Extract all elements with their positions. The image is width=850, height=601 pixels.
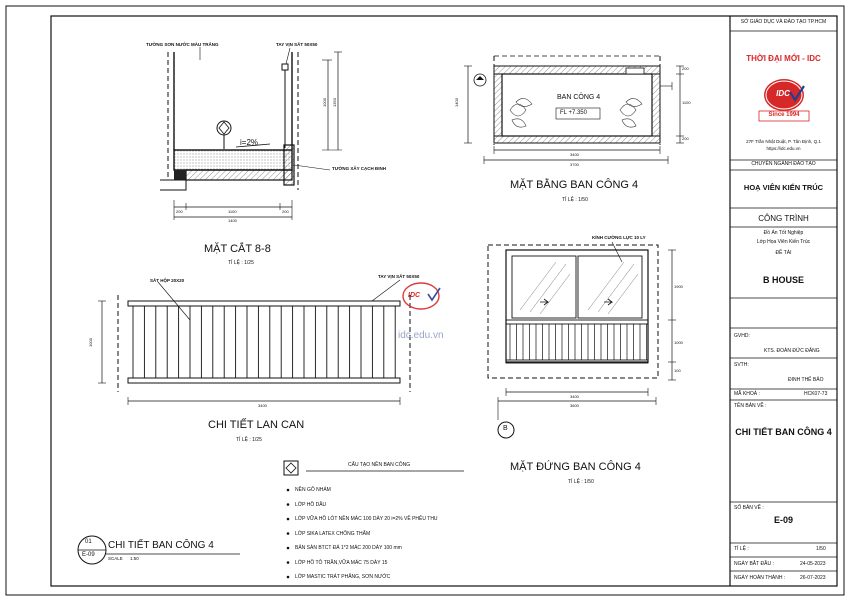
tb-start-label: NGÀY BẮT ĐẦU : [734,561,774,567]
title-block [730,16,837,586]
title-section-88: MẶT CẮT 8-8 [204,243,271,255]
tb-drawing-name: CHI TIẾT BAN CÔNG 4 [735,427,832,437]
layer-item: BẢN SÀN BTCT ĐÁ 1*2 MÁC 200 DÀY 100 mm [295,545,402,551]
tb-major: HOẠ VIÊN KIẾN TRÚC [743,183,824,192]
dim-section-1100: 1100 [228,209,237,214]
dim-railing-total: 3400 [258,403,267,408]
layer-marker [287,518,290,521]
dim-plan-inner: 3400 [570,152,579,157]
dim-section-200-right: 200 [282,209,289,214]
title-elevation: MẶT ĐỨNG BAN CÔNG 4 [510,461,641,473]
tb-logo-text: IDC [776,89,790,98]
dim-section-total: 1400 [228,218,237,223]
dim-railing-left: 1000 [87,338,93,347]
note-slope: i=2% [240,138,259,147]
dim-plan-right-2: 1100 [682,100,691,105]
dim-elev-right-1: 1900 [674,284,683,289]
dim-section-left: 1000 [321,98,327,107]
tb-website[interactable]: https://idc.edu.vn [766,146,801,151]
layer-marker [287,489,290,492]
watermark-text: idc.edu.vn [398,330,444,341]
railing-detail [98,280,410,405]
tb-brand: THỜI ĐẠI MỚI - IDC [746,54,821,63]
layer-item: LỚP MASTIC TRÁT PHẲNG, SƠN NƯỚC [295,574,391,580]
dim-plan-right-1: 200 [682,66,689,71]
note-rail-section: TAY VỊN SẮT 50X50 [276,42,318,47]
scale-railing: TỈ LỆ : 1/25 [236,437,262,443]
tb-svth: ĐINH THẾ BẢO [788,377,824,383]
tb-gvhd-label: GVHD: [734,333,750,339]
scale-elevation: TỈ LỆ : 1/50 [568,479,594,485]
elevation-balcony [488,242,676,438]
note-railing-bar: SẮT HỘP 20X20 [150,278,185,283]
dim-elev-right-3: 100 [674,368,681,373]
tb-project-line1: Đồ Án Tốt Nghiệp [763,230,804,236]
layer-item: NỀN GỖ NHÁM [295,487,331,493]
layers-title: CẤU TẠO NỀN BAN CÔNG [348,462,411,468]
tb-project-line2: Lớp Họa Viên Kiến Trúc [756,239,811,245]
dim-plan-right-3: 200 [682,136,689,141]
sheet-scale-label: SCALE [108,556,123,561]
sheet-number: 01 [85,539,92,545]
tb-topic: B HOUSE [762,275,804,285]
tb-project-label: CÔNG TRÌNH [758,214,809,223]
tb-class-label: MÃ KHOÁ : [734,391,760,397]
tb-svth-label: SVTH: [734,362,749,368]
dim-elev-total: 3600 [570,403,579,408]
dim-elev-inner: 3400 [570,394,579,399]
scale-plan: TỈ LỆ : 1/50 [562,197,588,203]
grid-label-b: B [503,425,508,432]
layer-item: LỚP VỮA HỒ LÓT NỀN MÁC 100 DÀY 20 i=2% VỀ PHỄU THU [295,516,438,522]
dim-plan-total: 3700 [570,162,579,167]
sheet-scale-value: 1:50 [130,556,139,561]
dim-plan-left: 1400 [453,98,459,107]
title-railing: CHI TIẾT LAN CAN [208,419,305,431]
tb-sheet-no-label: SỐ BẢN VẼ : [734,505,764,511]
tb-scale: 1/50 [816,546,826,552]
note-brick: TƯỜNG XÂY CẠCH ĐINH [332,166,386,171]
layer-item: LỚP HỒ DẦU [295,501,327,508]
dim-section-200-left: 200 [176,209,183,214]
layer-item: LỚP HỒ TÔ TRẦN,VỮA MÁC 75 DÀY 15 [295,559,388,566]
tb-topic-label: ĐỀ TÀI [775,250,792,256]
tb-gvhd: KTS. ĐOÀN ĐỨC ĐĂNG [764,348,820,354]
title-plan: MẶT BẰNG BAN CÔNG 4 [510,179,639,191]
layer-marker [287,547,290,550]
note-wall: TƯỜNG SƠN NƯỚC MÀU TRẮNG [146,42,219,47]
tb-department: CHUYÊN NGÀNH ĐÀO TẠO [751,161,816,167]
watermark-logo-text: IDC [408,292,421,299]
tb-end-label: NGÀY HOÀN THÀNH : [734,575,786,581]
tb-class-code: HCK07-73 [804,391,828,397]
tb-address: 27F Trần Nhật Duật, P. Tân Định, Q.1 [746,139,821,144]
tb-scale-label: TỈ LỆ : [734,546,749,552]
sheet-code: E-09 [82,552,95,558]
layer-marker [287,532,290,535]
tb-since: Since 1994 [768,112,800,118]
tb-drawing-name-label: TÊN BẢN VẼ : [734,403,767,409]
plan-room-name: BAN CÔNG 4 [557,94,601,101]
section-8-8 [160,47,342,220]
dim-elev-right-2: 1000 [674,340,683,345]
note-glass: KÍNH CƯỜNG LỰC 10 LY [592,235,646,240]
tb-org: SỞ GIÁO DỤC VÀ ĐÀO TẠO TP.HCM [740,19,827,25]
note-railing-rail: TAY VỊN SẮT 50X50 [378,274,420,279]
tb-start-date: 24-05-2023 [800,561,826,567]
tb-sheet-no: E-09 [773,515,793,525]
layer-marker [287,561,290,564]
sheet-title: CHI TIẾT BAN CÔNG 4 [108,540,214,551]
plan-level: FL +7.350 [560,110,587,116]
layer-marker [287,503,290,506]
layer-marker [287,576,290,579]
dim-section-right: 1350 [331,98,337,107]
layer-item: LỚP SIKA LATEX CHỐNG THẤM [295,530,371,537]
scale-section-88: TỈ LỆ : 1/25 [228,260,254,266]
tb-end-date: 26-07-2023 [800,575,826,581]
